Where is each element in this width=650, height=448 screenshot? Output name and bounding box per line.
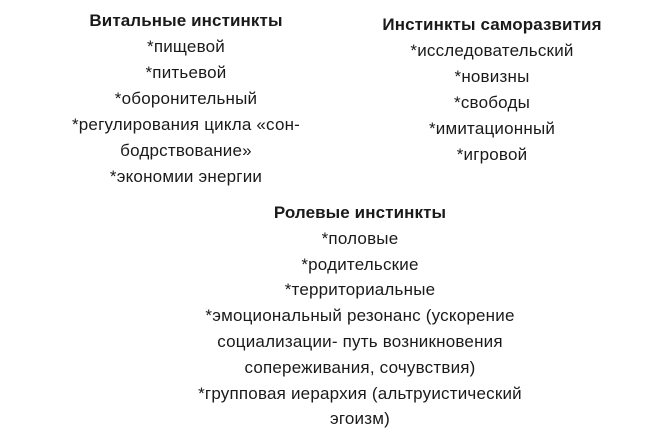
role-item: *групповая иерархия (альтруистический xyxy=(198,383,522,403)
role-item: социализации- путь возникновения xyxy=(217,331,503,351)
self-development-item: *исследовательский xyxy=(410,41,574,60)
vital-item: бодрствование» xyxy=(120,141,252,160)
vital-instincts-block xyxy=(16,8,356,190)
self-development-item: *игровой xyxy=(456,145,528,164)
self-development-instincts-block xyxy=(338,12,646,168)
vital-item: *регулирования цикла «сон- xyxy=(71,115,301,134)
vital-item: *питьевой xyxy=(145,63,227,82)
vital-item: *пищевой xyxy=(147,37,225,56)
vital-item: *оборонительный xyxy=(114,89,258,108)
role-item: *половые xyxy=(321,228,399,248)
role-item: *эмоциональный резонанс (ускорение xyxy=(205,306,515,326)
self-development-item: *имитационный xyxy=(428,119,556,138)
role-item: *территориальные xyxy=(284,280,436,300)
vital-item: *экономии энергии xyxy=(109,167,263,186)
role-item: *родительские xyxy=(301,254,419,274)
vital-instincts-heading: Витальные инстинкты xyxy=(89,11,283,30)
self-development-item: *свободы xyxy=(454,93,530,112)
role-instincts-block xyxy=(150,200,570,432)
self-development-instincts-heading: Инстинкты саморазвития xyxy=(382,15,602,34)
role-item: эгоизм) xyxy=(330,409,390,429)
self-development-item: *новизны xyxy=(454,67,530,86)
role-instincts-heading: Ролевые инстинкты xyxy=(273,203,447,222)
role-item: сопереживания, сочувствия) xyxy=(244,357,476,377)
